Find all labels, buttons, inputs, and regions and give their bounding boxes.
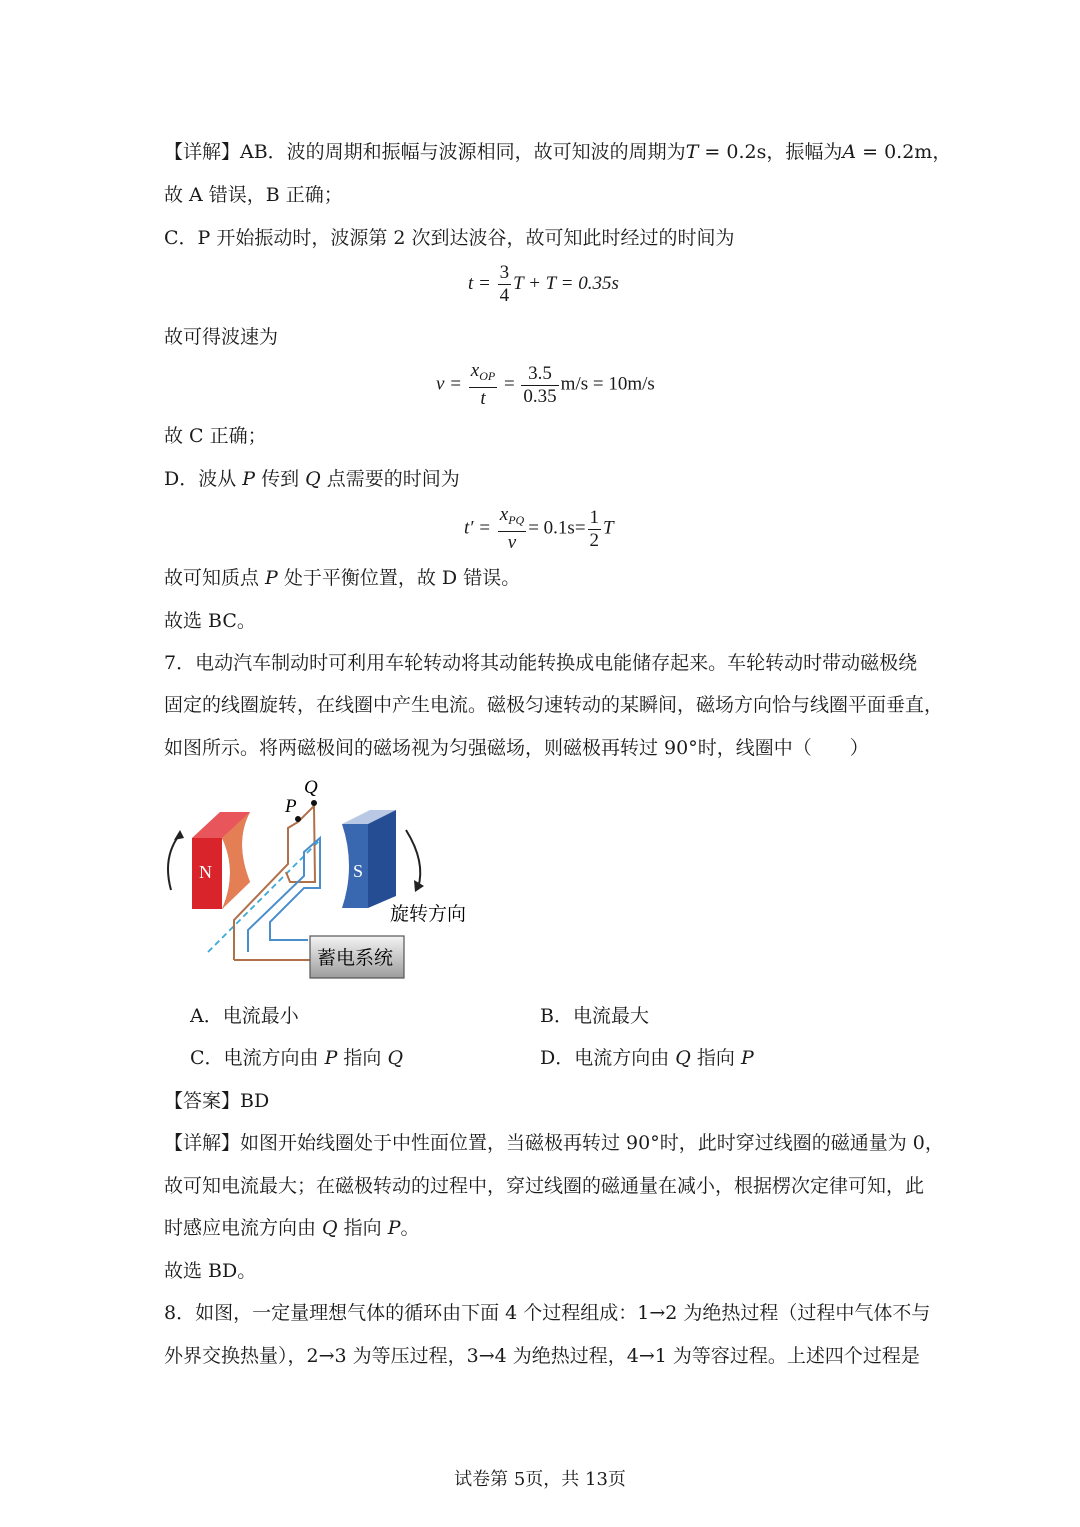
answer-select-6: 故选 BC。 xyxy=(164,610,256,632)
amplitude-symbol: A xyxy=(842,141,857,163)
detail-7-line-2: 故可知电流最大；在磁极转动的过程中，穿过线圈的磁通量在减小，根据楞次定律可知，此 xyxy=(164,1175,925,1197)
eq2-den1: t xyxy=(480,388,486,409)
amplitude-value: = 0.2m xyxy=(856,141,933,163)
detail-c-line: C．P 开始振动时，波源第 2 次到达波谷，故可知此时经过的时间为 xyxy=(164,227,735,249)
period-symbol: T xyxy=(685,141,699,163)
left-arrow-head xyxy=(174,830,184,840)
conclusion-ab: 故 A 错误，B 正确； xyxy=(164,184,343,206)
eq1-rest: T + T = 0.35s xyxy=(513,272,619,294)
eq1-lhs: t = xyxy=(468,272,491,294)
option-c-q: Q xyxy=(387,1047,404,1069)
option-b: B．电流最大 xyxy=(540,1005,649,1027)
answer-7: 【答案】BD xyxy=(164,1090,270,1112)
eq2-sub1: OP xyxy=(479,369,496,383)
detail-ab-line xyxy=(164,140,951,164)
eq3-fraction-1 xyxy=(498,504,526,554)
question-8-line-2: 外界交换热量），2→3 为等压过程，3→4 为绝热过程，4→1 为等容过程。上述四个过程是 xyxy=(164,1345,920,1367)
eq2-den2: 0.35 xyxy=(523,385,557,407)
amplitude-text: ，振幅为 xyxy=(766,141,843,163)
eq2-equals: = xyxy=(503,373,515,395)
equation-velocity xyxy=(436,360,655,410)
detail-7-line-3 xyxy=(164,1216,420,1240)
option-d-p: P xyxy=(740,1047,754,1069)
generator-figure xyxy=(158,772,488,987)
option-c-p: P xyxy=(324,1047,338,1069)
eq3-den1: v xyxy=(507,532,517,553)
right-rotation-arrow xyxy=(406,830,420,888)
north-label: N xyxy=(199,862,212,882)
option-d xyxy=(540,1046,754,1070)
question-7-line-3: 如图所示。将两磁极间的磁场视为匀强磁场，则磁极再转过 90°时，线圈中（ ） xyxy=(164,737,869,759)
page-footer: 试卷第 5页，共 13页 xyxy=(454,1469,626,1490)
north-magnet xyxy=(192,812,250,909)
question-7-line-1: 7．电动汽车制动时可利用车轮转动将其动能转换成电能储存起来。车轮转动时带动磁极绕 xyxy=(164,652,918,674)
det3-text-b: 指向 xyxy=(337,1217,388,1239)
eq2-fraction-1 xyxy=(469,360,497,410)
point-q xyxy=(311,800,317,806)
storage-system-label: 蓄电系统 xyxy=(317,947,394,969)
eq3-rest: T xyxy=(603,517,614,539)
conclusion-d xyxy=(164,566,520,590)
question-8-line-1: 8．如图，一定量理想气体的循环由下面 4 个过程组成：1→2 为绝热过程（过程中气体不与 xyxy=(164,1302,931,1324)
rotation-direction-label: 旋转方向 xyxy=(390,903,467,925)
d-text-b: 传到 xyxy=(255,468,306,490)
option-c xyxy=(190,1046,403,1070)
option-d-text-a: D．电流方向由 xyxy=(540,1047,676,1069)
d-concl-a: 故可知质点 xyxy=(164,567,266,589)
eq1-denominator: 4 xyxy=(499,285,510,306)
equation-transit-time xyxy=(464,504,614,554)
south-label: S xyxy=(353,861,364,881)
eq2-fraction-2 xyxy=(521,363,558,408)
eq2-rest: m/s = 10m/s xyxy=(560,373,655,395)
d-text-a: D．波从 xyxy=(164,468,243,490)
eq3-den2: 2 xyxy=(589,529,600,551)
det3-p: P xyxy=(387,1217,401,1239)
option-d-text-b: 指向 xyxy=(690,1047,741,1069)
eq3-sub1: PQ xyxy=(508,513,525,527)
eq3-mid: = 0.1s= xyxy=(528,517,586,539)
left-rotation-arrow xyxy=(168,834,180,890)
detail-d-line xyxy=(164,467,460,491)
eq3-fraction-2 xyxy=(588,507,602,552)
d-text-c: 点需要的时间为 xyxy=(320,468,460,490)
eq1-fraction xyxy=(498,262,512,307)
det3-text-a: 时感应电流方向由 xyxy=(164,1217,323,1239)
d-concl-b: 处于平衡位置，故 D 错误。 xyxy=(277,567,521,589)
eq3-num1: x xyxy=(499,504,509,525)
option-c-text-b: 指向 xyxy=(337,1047,388,1069)
detail-7-line-1: 【详解】如图开始线圈处于中性面位置，当磁极再转过 90°时，此时穿过线圈的磁通量为 0， xyxy=(164,1132,944,1154)
option-a: A．电流最小 xyxy=(190,1005,299,1027)
label-p: P xyxy=(285,796,297,817)
question-7-line-2: 固定的线圈旋转，在线圈中产生电流。磁极匀速转动的某瞬间，磁场方向恰与线圈平面垂直， xyxy=(164,694,944,716)
answer-select-7: 故选 BD。 xyxy=(164,1260,257,1282)
option-d-q: Q xyxy=(675,1047,691,1069)
eq3-lhs: t′ = xyxy=(464,517,492,539)
eq2-lhs: v = xyxy=(436,373,463,395)
velocity-intro: 故可得波速为 xyxy=(164,326,279,348)
label-q: Q xyxy=(304,777,318,798)
det3-text-c: 。 xyxy=(400,1217,420,1239)
period-value: = 0.2s xyxy=(698,141,767,163)
det3-q: Q xyxy=(322,1217,338,1239)
equation-time xyxy=(468,262,619,307)
eq2-num2: 3.5 xyxy=(521,363,558,386)
eq2-num1: x xyxy=(470,360,480,381)
detail-ab-text: 【详解】AB．波的周期和振幅与波源相同，故可知波的周期为 xyxy=(164,141,686,163)
punctuation: ， xyxy=(932,141,952,163)
eq3-num2: 1 xyxy=(589,506,600,528)
conclusion-c: 故 C 正确； xyxy=(164,425,267,447)
eq1-numerator: 3 xyxy=(499,262,510,283)
option-c-text-a: C．电流方向由 xyxy=(190,1047,325,1069)
d-point-p: P xyxy=(242,468,256,490)
south-magnet xyxy=(342,810,396,908)
d-point-q: Q xyxy=(305,468,321,490)
d-concl-p: P xyxy=(265,567,278,589)
